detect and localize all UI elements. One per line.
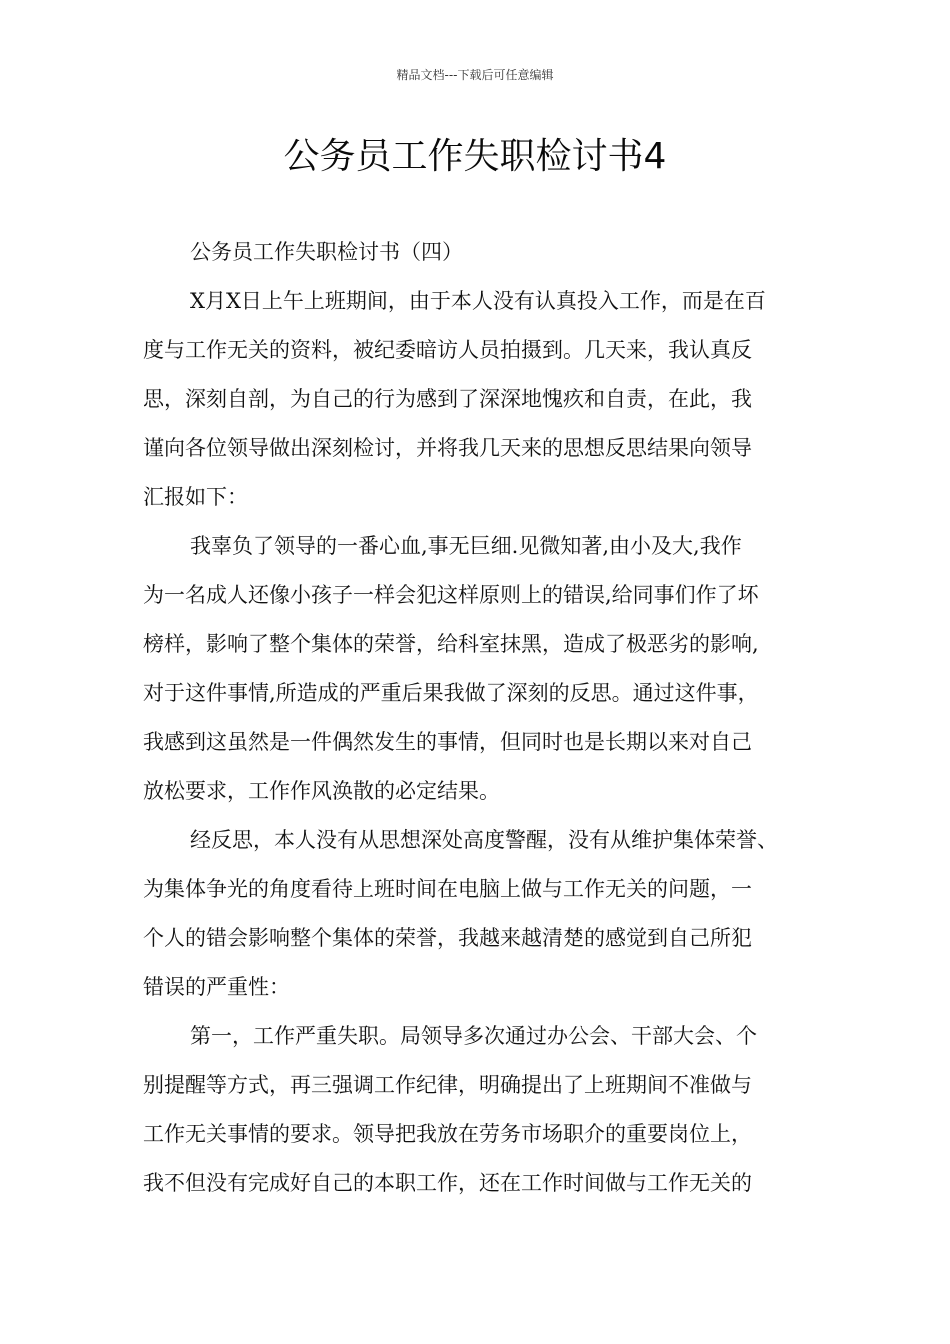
text-line: 对于这件事情,所造成的严重后果我做了深刻的反思。通过这件事， <box>143 681 759 705</box>
text-line: 度与工作无关的资料，被纪委暗访人员拍摄到。几天来，我认真反 <box>143 338 752 362</box>
text-line: 个人的错会影响整个集体的荣誉，我越来越清楚的感觉到自己所犯 <box>143 926 752 950</box>
text-line: 我感到这虽然是一件偶然发生的事情，但同时也是长期以来对自己 <box>143 730 752 754</box>
document-body <box>143 228 813 1208</box>
text-line: 汇报如下： <box>143 485 248 509</box>
text-line: 第一，工作严重失职。局领导多次通过办公会、干部大会、个 <box>190 1024 757 1048</box>
header-note: 精品文档---下载后可任意编辑 <box>396 68 554 82</box>
text-line: 别提醒等方式，再三强调工作纪律，明确提出了上班期间不准做与 <box>143 1073 752 1097</box>
text-line: 榜样，影响了整个集体的荣誉，给科室抹黑，造成了极恶劣的影响, <box>143 632 759 656</box>
text-line: 经反思，本人没有从思想深处高度警醒，没有从维护集体荣誉、 <box>190 828 778 852</box>
text-line: 我不但没有完成好自己的本职工作，还在工作时间做与工作无关的 <box>143 1171 752 1195</box>
document-title: 公务员工作失职检讨书4 <box>283 136 667 177</box>
text-line: 工作无关事情的要求。领导把我放在劳务市场职介的重要岗位上， <box>143 1122 752 1146</box>
text-line: 公务员工作失职检讨书（四） <box>190 240 463 264</box>
text-line: 谨向各位领导做出深刻检讨，并将我几天来的思想反思结果向领导 <box>143 436 752 460</box>
text-line: 为一名成人还像小孩子一样会犯这样原则上的错误,给同事们作了坏 <box>143 583 759 607</box>
text-line: 放松要求，工作作风涣散的必定结果。 <box>143 779 500 803</box>
text-line: 我辜负了领导的一番心血,事无巨细.见微知著,由小及大,我作 <box>190 534 742 558</box>
text-line: 思，深刻自剖，为自己的行为感到了深深地愧疚和自责，在此，我 <box>143 387 752 411</box>
text-line: 错误的严重性： <box>143 975 290 999</box>
text-line: 为集体争光的角度看待上班时间在电脑上做与工作无关的问题，一 <box>143 877 752 901</box>
text-line: X月X日上午上班期间，由于本人没有认真投入工作，而是在百 <box>190 289 766 313</box>
